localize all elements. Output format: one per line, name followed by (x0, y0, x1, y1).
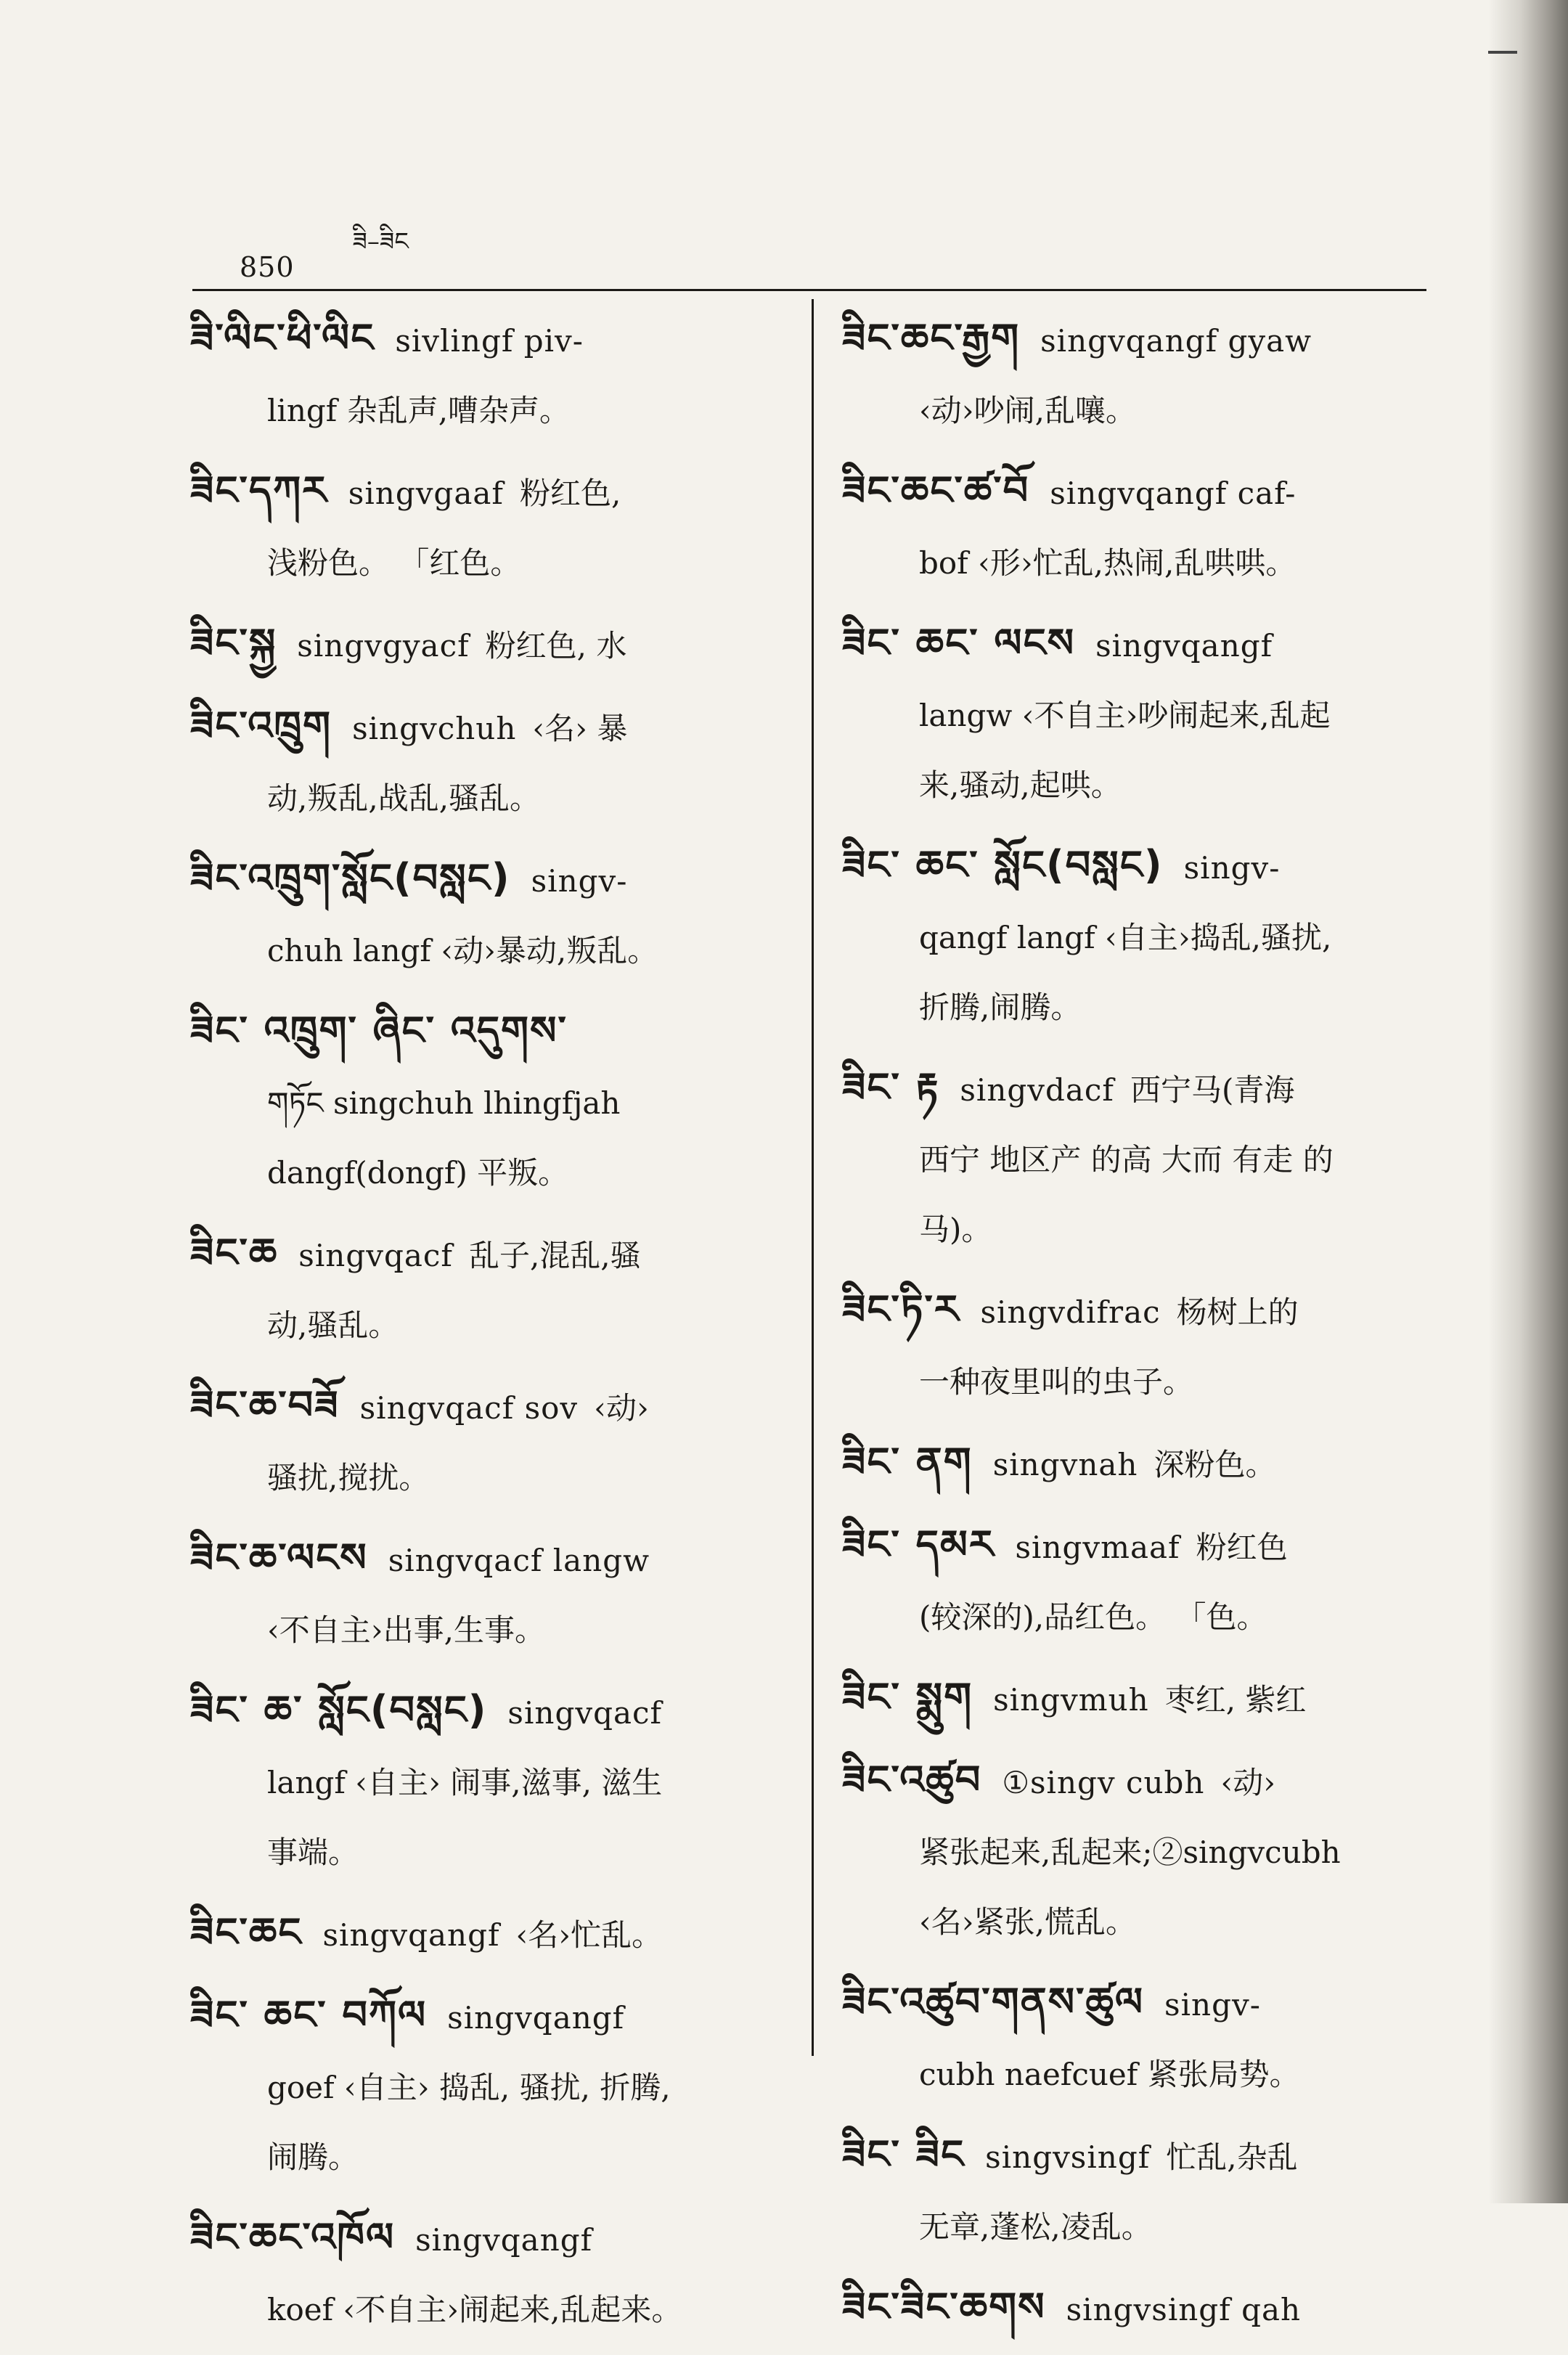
entry-continuation-line: chuh langf ‹动›暴动,叛乱。 (267, 933, 658, 968)
dictionary-entry (842, 1662, 1437, 1735)
headword-tibetan: ཟིང་དཀར (190, 468, 328, 513)
romanization: singvdacf (960, 1072, 1114, 1108)
headword-tibetan: ཟིང་ འཁྲུག་ ཞིང་ འདུགས་ (190, 1008, 568, 1053)
romanization: singvqangf gyaw (1040, 323, 1312, 359)
entry-continuation-line: 马)。 (919, 1212, 992, 1247)
entry-first-line (190, 2203, 793, 2275)
romanization: sivlingf piv- (395, 323, 584, 359)
definition: ‹名› 暴 (532, 711, 628, 746)
entry-continuation-line: གཏོང singchuh lhingfjah (267, 1085, 621, 1121)
header-range: ཟི–ཟིང (352, 227, 409, 256)
entry-first-line (842, 2272, 1437, 2345)
romanization: singvsingf qah (1066, 2292, 1302, 2327)
dictionary-entry (190, 1371, 793, 1513)
right-column (842, 303, 1437, 2355)
entry-first-line (190, 844, 793, 916)
definition: 粉红色, 水 (485, 628, 627, 664)
entry-first-line (190, 608, 793, 681)
entry-continuation-line: (较深的),品红色。 「色。 (919, 1599, 1267, 1635)
headword-tibetan: ཟིང་ ཆང་ སློང(བསླང) (842, 842, 1164, 888)
romanization: singv- (1164, 1987, 1261, 2023)
romanization: singvqangf (322, 1917, 500, 1953)
headword-tibetan: ཟིང་ ནག (842, 1439, 973, 1485)
dictionary-entry (842, 1275, 1437, 1417)
entry-continuation-line: goef ‹自主› 捣乱, 骚扰, 折腾, (267, 2070, 671, 2105)
entry-first-line (190, 1676, 793, 1748)
definition: 粉红色 (1196, 1530, 1288, 1565)
dictionary-entry (190, 1898, 793, 1970)
romanization: singvsingf (985, 2139, 1151, 2175)
headword-tibetan: ཟིང་ ཆང་ བཀོལ (190, 1992, 428, 2038)
entry-continuation-line: langw ‹不自主›吵闹起来,乱起 (919, 698, 1331, 733)
entry-continuation-line: 骚扰,搅扰。 (267, 1460, 430, 1495)
definition: ‹名›忙乱。 (515, 1917, 663, 1953)
romanization: singvqangf (447, 2000, 625, 2036)
entry-first-line (190, 1218, 793, 1291)
definition: 枣红, 紫红 (1164, 1682, 1307, 1718)
dictionary-entry (842, 456, 1437, 598)
headword-tibetan: ཟིང་འཚུབ (842, 1757, 982, 1803)
entry-continuation-line: 紧张起来,乱起来;②singvcubh (919, 1834, 1341, 1870)
column-divider (812, 299, 814, 2056)
dictionary-entry (842, 1053, 1437, 1265)
entry-continuation-line: 动,叛乱,战乱,骚乱。 (267, 780, 541, 816)
entry-first-line (842, 1510, 1437, 1583)
entry-continuation-line: 一种夜里叫的虫子。 (919, 1364, 1194, 1400)
entry-first-line (842, 1275, 1437, 1347)
entry-continuation-line: 动,骚乱。 (267, 1307, 399, 1343)
dictionary-entry (842, 830, 1437, 1042)
entry-continuation-line: qangf langf ‹自主›捣乱,骚扰, (919, 920, 1332, 955)
entry-continuation-line: 浅粉色。 「红色。 (267, 545, 521, 581)
scan-edge-shadow (1488, 0, 1568, 2203)
definition: 深粉色。 (1153, 1447, 1276, 1482)
entry-first-line (842, 1662, 1437, 1735)
entry-continuation-line: dangf(dongf) 平叛。 (267, 1155, 569, 1191)
definition: 乱子,混乱,骚 (468, 1238, 641, 1273)
entry-continuation-line: lingf 杂乱声,嘈杂声。 (267, 393, 571, 428)
headword-tibetan: ཟིང་ སྨུག (842, 1674, 973, 1720)
dictionary-entry (190, 456, 793, 598)
dictionary-entry (190, 1523, 793, 1665)
entry-continuation-line: 事端。 (267, 1834, 359, 1870)
romanization: singvdifrac (980, 1294, 1161, 1330)
entry-first-line (842, 830, 1437, 903)
entry-first-line (842, 608, 1437, 681)
definition: ‹动› (1220, 1765, 1276, 1800)
romanization: singvqacf sov (359, 1390, 579, 1426)
entry-first-line (842, 1053, 1437, 1125)
dictionary-entry (190, 608, 793, 681)
headword-tibetan: ཟིང་ཆང་ཚ་བོ (842, 468, 1030, 513)
headword-tibetan: ཟིང་ ཟིང (842, 2131, 965, 2177)
headword-tibetan: ཟིང་ཆ་ལངས (190, 1535, 368, 1580)
entry-first-line (190, 303, 793, 376)
romanization: ①singv cubh (1002, 1765, 1205, 1800)
entry-first-line (190, 1523, 793, 1596)
entry-continuation-line: cubh naefcuef 紧张局势。 (919, 2057, 1300, 2092)
romanization: singvqangf (415, 2222, 593, 2258)
romanization: singvqangf (1095, 628, 1273, 664)
dictionary-entry (842, 1745, 1437, 1957)
entry-continuation-line: langf ‹自主› 闹事,滋事, 滋生 (267, 1765, 663, 1800)
entry-first-line (842, 1427, 1437, 1500)
dictionary-entry (190, 1218, 793, 1360)
headword-tibetan: ཟིང་ཆ (190, 1230, 279, 1276)
headword-tibetan: ཟིང་འཚུབ་གནས་ཚུལ (842, 1979, 1145, 2025)
romanization: singvchuh (352, 711, 517, 746)
romanization: singv- (1183, 850, 1281, 886)
dictionary-entry (842, 1510, 1437, 1652)
headword-tibetan: ཟི་ལིང་ཕི་ལིང (190, 315, 375, 361)
dictionary-entry (842, 303, 1437, 446)
entry-first-line (190, 456, 793, 528)
dictionary-entry (190, 844, 793, 986)
dictionary-entry (190, 1980, 793, 2192)
entry-first-line (842, 1745, 1437, 1818)
headword-tibetan: ཟིང་ཏི་ར (842, 1286, 960, 1332)
entry-continuation-line: koef ‹不自主›闹起来,乱起来。 (267, 2292, 682, 2327)
dictionary-entry (190, 691, 793, 833)
entry-continuation-line: 闹腾。 (267, 2139, 359, 2175)
headword-tibetan: ཟིང་སྐྱ (190, 620, 277, 666)
romanization: singvmuh (993, 1682, 1149, 1718)
dictionary-entry (842, 2120, 1437, 2262)
entry-first-line (842, 456, 1437, 528)
headword-tibetan: ཟིང་ ཆ་ སློང(བསླང) (190, 1687, 488, 1733)
entry-continuation-line: 西宁 地区产 的高 大而 有走 的 (919, 1142, 1334, 1178)
headword-tibetan: ཟིང་ རྟ (842, 1064, 940, 1110)
romanization: singv- (531, 863, 628, 899)
definition: 忙乱,杂乱 (1166, 2139, 1298, 2175)
headword-tibetan: ཟིང་ དམར (842, 1522, 995, 1567)
dictionary-entry (190, 996, 793, 1208)
header-rule (192, 289, 1426, 291)
definition: 粉红色, (519, 476, 621, 511)
entry-first-line (842, 1967, 1437, 2040)
romanization: singvgyacf (297, 628, 470, 664)
romanization: singvqacf (507, 1695, 663, 1731)
scan-edge-mark (1488, 51, 1517, 68)
entry-continuation-line: 来,骚动,起哄。 (919, 767, 1122, 803)
entry-first-line (190, 1898, 793, 1970)
dictionary-entry (842, 2272, 1437, 2345)
entry-continuation-line: ‹动›吵闹,乱嚷。 (919, 393, 1136, 428)
definition: 杨树上的 (1176, 1294, 1299, 1330)
dictionary-entry (190, 303, 793, 446)
dictionary-entry (842, 1427, 1437, 1500)
entry-first-line (842, 303, 1437, 376)
definition: ‹动› (594, 1390, 649, 1426)
entry-first-line (190, 691, 793, 764)
romanization: singvqangf caf- (1050, 476, 1297, 511)
page-number: 850 (240, 251, 295, 283)
definition: 西宁马(青海 (1130, 1072, 1295, 1108)
left-column (190, 303, 793, 2355)
entry-continuation-line: ‹不自主›出事,生事。 (267, 1612, 545, 1648)
headword-tibetan: ཟིང་ཆང (190, 1909, 303, 1955)
headword-tibetan: ཟིང་ཆ་བཟོ (190, 1382, 340, 1428)
headword-tibetan: ཟིང་འཁྲུག (190, 703, 332, 748)
page-header (240, 227, 409, 283)
entry-first-line (842, 2120, 1437, 2192)
entry-continuation-line: 折腾,闹腾。 (919, 989, 1082, 1025)
dictionary-entry (842, 1967, 1437, 2110)
entry-first-line (190, 996, 793, 1069)
romanization: singvqacf (298, 1238, 453, 1273)
entry-continuation-line: bof ‹形›忙乱,热闹,乱哄哄。 (919, 545, 1297, 581)
headword-tibetan: ཟིང་འཁྲུག་སློང(བསླང) (190, 855, 511, 901)
headword-tibetan: ཟིང་ཟིང་ཆགས (842, 2284, 1046, 2330)
romanization: singvmaaf (1015, 1530, 1180, 1565)
dictionary-entry (190, 2203, 793, 2345)
headword-tibetan: ཟིང་ཆང་འཁོལ (190, 2214, 396, 2260)
romanization: singvqacf langw (388, 1543, 650, 1578)
romanization: singvgaaf (348, 476, 504, 511)
headword-tibetan: ཟིང་ ཆང་ ལངས (842, 620, 1076, 666)
dictionary-entry (842, 608, 1437, 820)
entry-first-line (190, 1980, 793, 2053)
entry-first-line (190, 1371, 793, 1443)
entry-continuation-line: 无章,蓬松,凌乱。 (919, 2209, 1152, 2245)
dictionary-entry (190, 1676, 793, 1887)
romanization: singvnah (992, 1447, 1138, 1482)
entry-continuation-line: ‹名›紧张,慌乱。 (919, 1904, 1136, 1940)
headword-tibetan: ཟིང་ཆང་རྒྱག (842, 315, 1021, 361)
